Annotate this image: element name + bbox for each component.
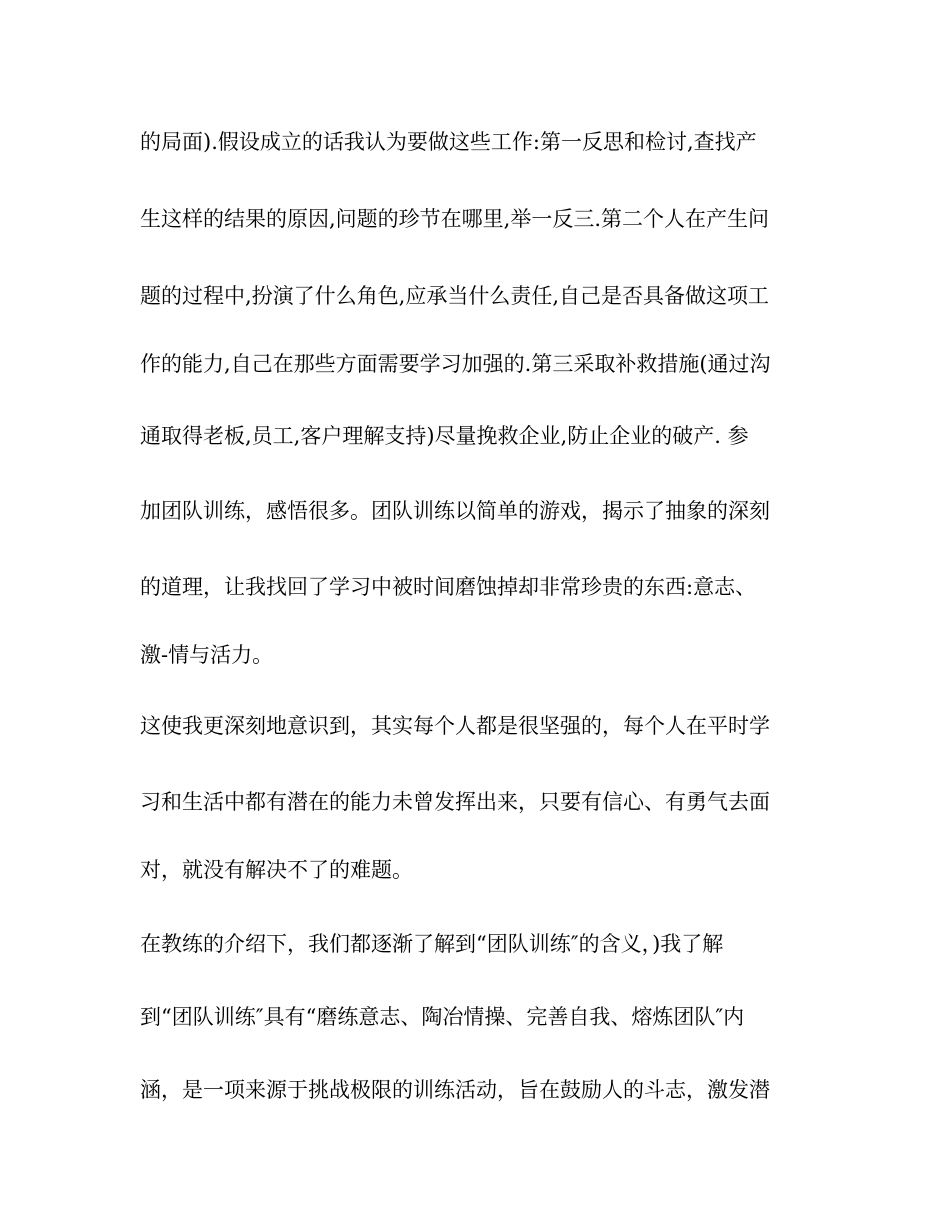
text-line: 这使我更深刻地意识到，其实每个人都是很坚强的，每个人在平时学 bbox=[140, 714, 770, 738]
text-line: 生这样的结果的原因,问题的珍节在哪里,举一反三.第二个人在产生问 bbox=[140, 207, 770, 231]
text-line: 到“团队训练″具有“磨练意志、陶冶情操、完善自我、熔炼团队″内 bbox=[140, 1005, 745, 1029]
text-line: 在教练的介绍下，我们都逐渐了解到“团队训练″的含义，)我了解 bbox=[140, 932, 724, 956]
text-line: 对，就没有解决不了的难题。 bbox=[140, 858, 413, 882]
text-line: 习和生活中都有潜在的能力未曾发挥出来，只要有信心、有勇气去面 bbox=[140, 790, 770, 814]
text-line: 题的过程中,扮演了什么角色,应承当什么责任,自己是否具备做这项工 bbox=[140, 284, 770, 308]
text-line: 的道理，让我找回了学习中被时间磨蚀掉却非常珍贵的东西:意志、 bbox=[140, 575, 757, 599]
text-line: 涵，是一项来源于挑战极限的训练活动，旨在鼓励人的斗志，激发潜 bbox=[140, 1078, 770, 1102]
text-line: 激-情与活力。 bbox=[140, 643, 274, 667]
text-line: 加团队训练，感悟很多。团队训练以简单的游戏，揭示了抽象的深刻 bbox=[140, 499, 770, 523]
text-line: 的局面).假设成立的话我认为要做这些工作:第一反思和检讨,查找产 bbox=[140, 130, 757, 154]
text-line: 作的能力,自己在那些方面需要学习加强的.第三采取补救措施(通过沟 bbox=[140, 352, 771, 376]
text-line: 通取得老板,员工,客户理解支持)尽量挽救企业,防止企业的破产. 参 bbox=[140, 424, 749, 448]
